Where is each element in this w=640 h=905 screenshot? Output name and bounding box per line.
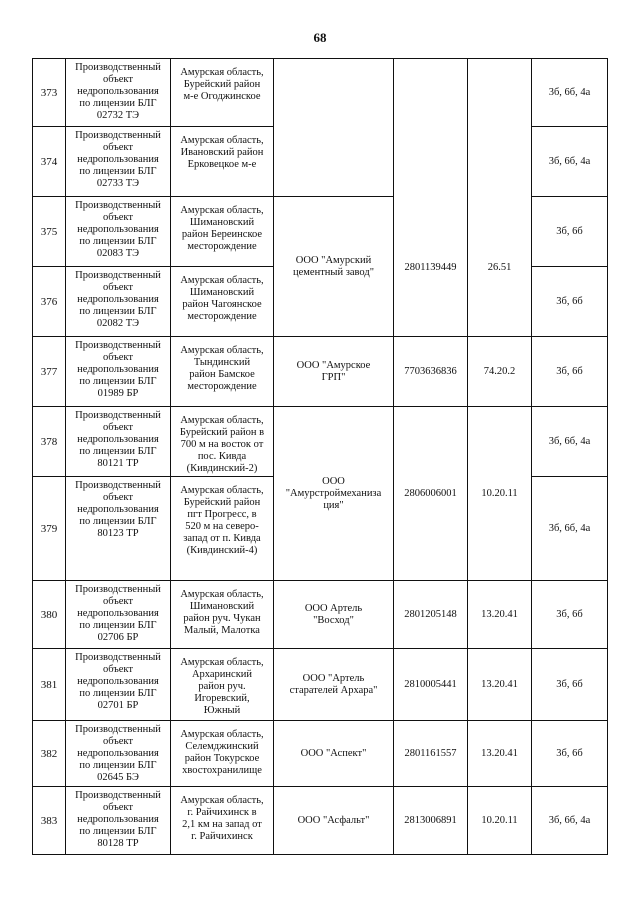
page-number: 68 (313, 30, 327, 45)
inn: 7703636836 (394, 337, 468, 407)
row-number: 374 (33, 127, 66, 197)
organization-name: ООО "Артель старателей Архара" (274, 649, 394, 721)
inn: 2806006001 (394, 407, 468, 581)
inn: 2801139449 (394, 59, 468, 337)
object-name: Производственный объект недропользования по лицензии БЛГ 02733 ТЭ (66, 127, 171, 197)
table-row (33, 407, 608, 477)
object-address: Амурская область, Шимановский район руч. Чукан Малый, Малотка (171, 581, 274, 649)
row-number: 382 (33, 721, 66, 787)
object-address: Амурская область, г. Райчихинск в 2,1 км на запад от г. Райчихинск (171, 787, 274, 855)
hazard-class: 3б, 6б, 4а (532, 59, 608, 127)
row-number: 378 (33, 407, 66, 477)
row-number: 373 (33, 59, 66, 127)
hazard-class: 3б, 6б, 4а (532, 407, 608, 477)
row-number: 375 (33, 197, 66, 267)
object-name: Производственный объект недропользования по лицензии БЛГ 80123 ТР (66, 477, 171, 581)
table-row (33, 721, 608, 787)
object-address: Амурская область, Шимановский район Береинское месторождение (171, 197, 274, 267)
okved: 26.51 (468, 59, 532, 337)
inn: 2810005441 (394, 649, 468, 721)
object-name: Производственный объект недропользования по лицензии БЛГ 80128 ТР (66, 787, 171, 855)
row-number: 379 (33, 477, 66, 581)
table-row (33, 649, 608, 721)
organization-name: ООО "Амурский цементный завод" (274, 197, 394, 337)
row-number: 377 (33, 337, 66, 407)
okved: 13.20.41 (468, 581, 532, 649)
organization-name (274, 59, 394, 197)
organization-name: ООО "Амурстроймеханиза ция" (274, 407, 394, 581)
organization-name: ООО Артель "Восход" (274, 581, 394, 649)
object-address: Амурская область, Бурейский район м-е Огоджинское (171, 59, 274, 127)
hazard-class: 3б, 6б (532, 581, 608, 649)
inn: 2813006891 (394, 787, 468, 855)
row-number: 383 (33, 787, 66, 855)
object-address: Амурская область, Шимановский район Чагоянское месторождение (171, 267, 274, 337)
okved: 74.20.2 (468, 337, 532, 407)
okved: 13.20.41 (468, 721, 532, 787)
object-address: Амурская область, Бурейский район в 700 м на восток от пос. Кивда (Кивдинский-2) (171, 407, 274, 477)
object-address: Амурская область, Селемджинский район Токурское хвостохранилище (171, 721, 274, 787)
object-name: Производственный объект недропользования по лицензии БЛГ 80121 ТР (66, 407, 171, 477)
hazard-class: 3б, 6б (532, 197, 608, 267)
object-name: Производственный объект недропользования по лицензии БЛГ 02645 БЭ (66, 721, 171, 787)
okved: 10.20.11 (468, 407, 532, 581)
object-address: Амурская область, Ивановский район Ерковецкое м-е (171, 127, 274, 197)
hazard-class: 3б, 6б (532, 721, 608, 787)
hazard-class: 3б, 6б (532, 267, 608, 337)
object-address: Амурская область, Архаринский район руч. Игоревский, Южный (171, 649, 274, 721)
object-name: Производственный объект недропользования по лицензии БЛГ 01989 БР (66, 337, 171, 407)
inn: 2801205148 (394, 581, 468, 649)
table-row (33, 581, 608, 649)
inn: 2801161557 (394, 721, 468, 787)
row-number: 380 (33, 581, 66, 649)
object-address: Амурская область, Тындинский район Бамское месторождение (171, 337, 274, 407)
row-number: 381 (33, 649, 66, 721)
okved: 13.20.41 (468, 649, 532, 721)
organization-name: ООО "Аспект" (274, 721, 394, 787)
row-number: 376 (33, 267, 66, 337)
hazard-class: 3б, 6б, 4а (532, 127, 608, 197)
object-name: Производственный объект недропользования по лицензии БЛГ 02732 ТЭ (66, 59, 171, 127)
table-row (33, 337, 608, 407)
organization-name: ООО "Асфальт" (274, 787, 394, 855)
hazard-class: 3б, 6б, 4а (532, 477, 608, 581)
hazard-class: 3б, 6б, 4а (532, 787, 608, 855)
object-address: Амурская область, Бурейский район пгт Прогресс, в 520 м на северо- запад от п. Кивда (Кивдинский-4) (171, 477, 274, 581)
hazard-class: 3б, 6б (532, 337, 608, 407)
object-name: Производственный объект недропользования по лицензии БЛГ 02083 ТЭ (66, 197, 171, 267)
object-name: Производственный объект недропользования по лицензии БЛГ 02082 ТЭ (66, 267, 171, 337)
license-objects-table (32, 58, 608, 855)
object-name: Производственный объект недропользования по лицензии БЛГ 02706 БР (66, 581, 171, 649)
hazard-class: 3б, 6б (532, 649, 608, 721)
table-row (33, 787, 608, 855)
okved: 10.20.11 (468, 787, 532, 855)
table-row (33, 59, 608, 127)
organization-name: ООО "Амурское ГРП" (274, 337, 394, 407)
object-name: Производственный объект недропользования по лицензии БЛГ 02701 БР (66, 649, 171, 721)
